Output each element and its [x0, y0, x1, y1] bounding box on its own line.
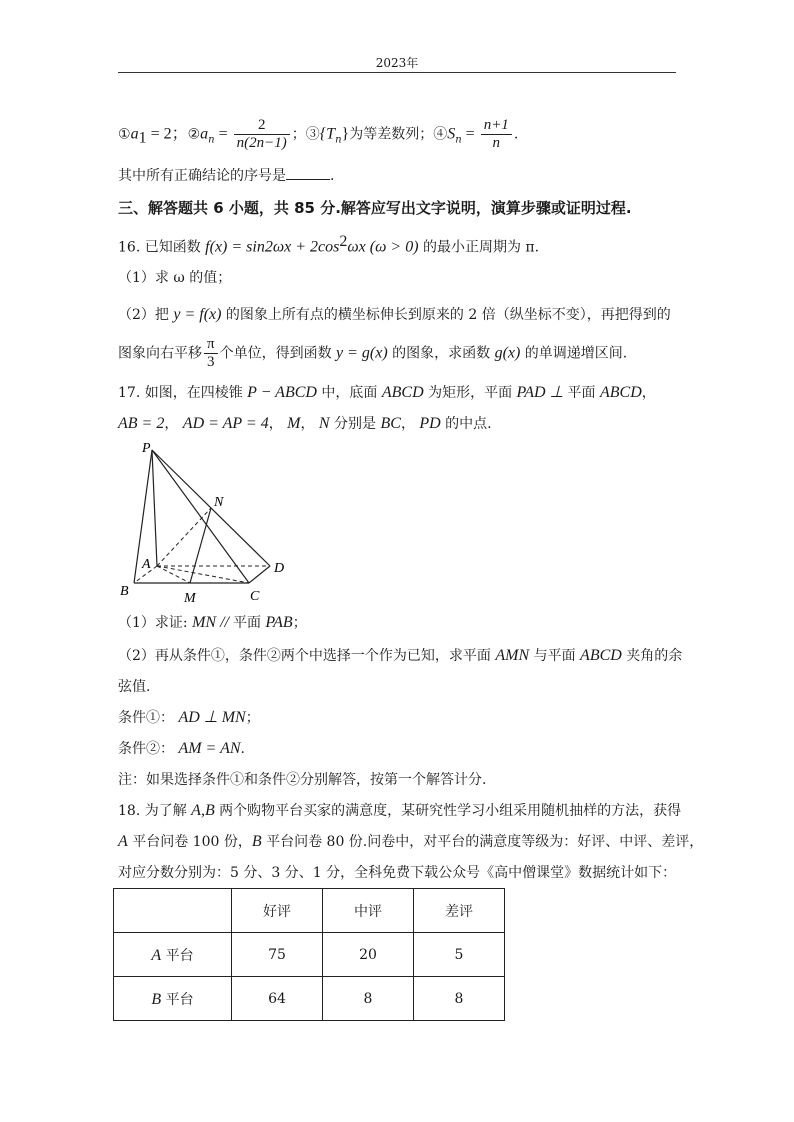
table-header-cell [114, 889, 232, 933]
label-P: P [142, 441, 151, 456]
table-cell: 8 [323, 977, 414, 1021]
q15-prompt: 其中所有正确结论的序号是 . [118, 165, 334, 186]
fraction-pi-3: $\frac{\pi}{3}$ [204, 336, 218, 371]
table-cell: 64 [232, 977, 323, 1021]
table-header-row [114, 889, 505, 933]
table-header-cell: 好评 [232, 889, 323, 933]
fraction-sn: $\frac{n+1}{n}$ [481, 117, 512, 152]
page-header-year: 2023年 [375, 56, 419, 70]
q16-part1: （1）求 ω 的值； [118, 270, 232, 286]
section-3-title: 三、解答题共 6 小题，共 85 分.解答应写出文字说明，演算步骤或证明过程. [118, 199, 632, 217]
table-row [114, 933, 505, 977]
pyramid-figure [112, 438, 292, 608]
fraction-an: $\frac{2}{n(2n-1)}$ [234, 117, 290, 152]
row-label: A 平台 [114, 933, 232, 977]
q17-part2: （2）再从条件①，条件②两个中选择一个作为已知，求平面 AMN 与平面 ABCD 夹角的余 [118, 647, 683, 664]
row-label: B 平台 [114, 977, 232, 1021]
label-M: M [184, 591, 196, 606]
label-C: C [250, 589, 260, 604]
q16-part2-cont: 图象向右平移 $\frac{\pi}{3}$ 个单位，得到函数 y = g(x) 的图象，求函数 g(x) 的单调递增区间. [118, 336, 628, 370]
q17-note: 注：如果选择条件①和条件②分别解答，按第一个解答计分. [118, 772, 487, 788]
q17-condition-1: 条件①： AD ⊥ MN； [118, 709, 260, 726]
table-row [114, 977, 505, 1021]
edge-PA [152, 450, 157, 566]
table-cell: 5 [414, 933, 505, 977]
q18-stem-3: 对应分数分别为：5 分、3 分、1 分，全科免费下载公众号《高中僧课堂》数据统计如下： [118, 865, 677, 881]
label-B: B [120, 584, 129, 599]
edge-CD [249, 566, 270, 583]
q17-part2-cont: 弦值. [118, 679, 151, 695]
table-cell: 75 [232, 933, 323, 977]
q17-stem-1: 17. 如图，在四棱锥 P − ABCD 中，底面 ABCD 为矩形，平面 PAD ⊥ 平面 ABCD， [118, 384, 656, 401]
q16-part2: （2）把 y = f(x) 的图象上所有点的横坐标伸长到原来的 2 倍（纵坐标不变），再把得到的 [118, 306, 671, 323]
q15-conclusions: $①a_1 = 2$；$②a_n$ = $\frac{2}{n(2n-1)}$ ；$③\{T_n\}$为等差数列；$④S_n$ = $\frac{n+1}{n}$ . [118, 117, 519, 151]
table-cell: 20 [323, 933, 414, 977]
label-D: D [274, 561, 285, 576]
table-cell: 8 [414, 977, 505, 1021]
label-A: A [142, 557, 151, 572]
q16-stem: 16. 已知函数 $f(x) = \sin 2\omega x + 2\cos^2\omega x$ (ω > 0) 的最小正周期为 π. [118, 233, 540, 256]
q18-stem-2: A 平台问卷 100 份，B 平台问卷 80 份.问卷中，对平台的满意度等级为：好评、中评、差评， [118, 833, 704, 850]
q17-stem-2: AB = 2， AD = AP = 4， M， N 分别是 BC， PD 的中点. [118, 415, 492, 432]
satisfaction-table [113, 888, 505, 1021]
q17-condition-2: 条件②： AM = AN. [118, 740, 245, 757]
table-header-cell: 差评 [414, 889, 505, 933]
table-header-cell: 中评 [323, 889, 414, 933]
label-N: N [214, 495, 224, 510]
header-rule [118, 72, 676, 73]
q17-part1: （1）求证: MN // 平面 PAB； [118, 614, 307, 631]
q18-stem-1: 18. 为了解 A,B 两个购物平台买家的满意度，某研究性学习小组采用随机抽样的方法，获得 [118, 802, 682, 819]
seg-AC [157, 566, 249, 583]
edge-PC [152, 450, 249, 583]
answer-blank [286, 165, 330, 180]
